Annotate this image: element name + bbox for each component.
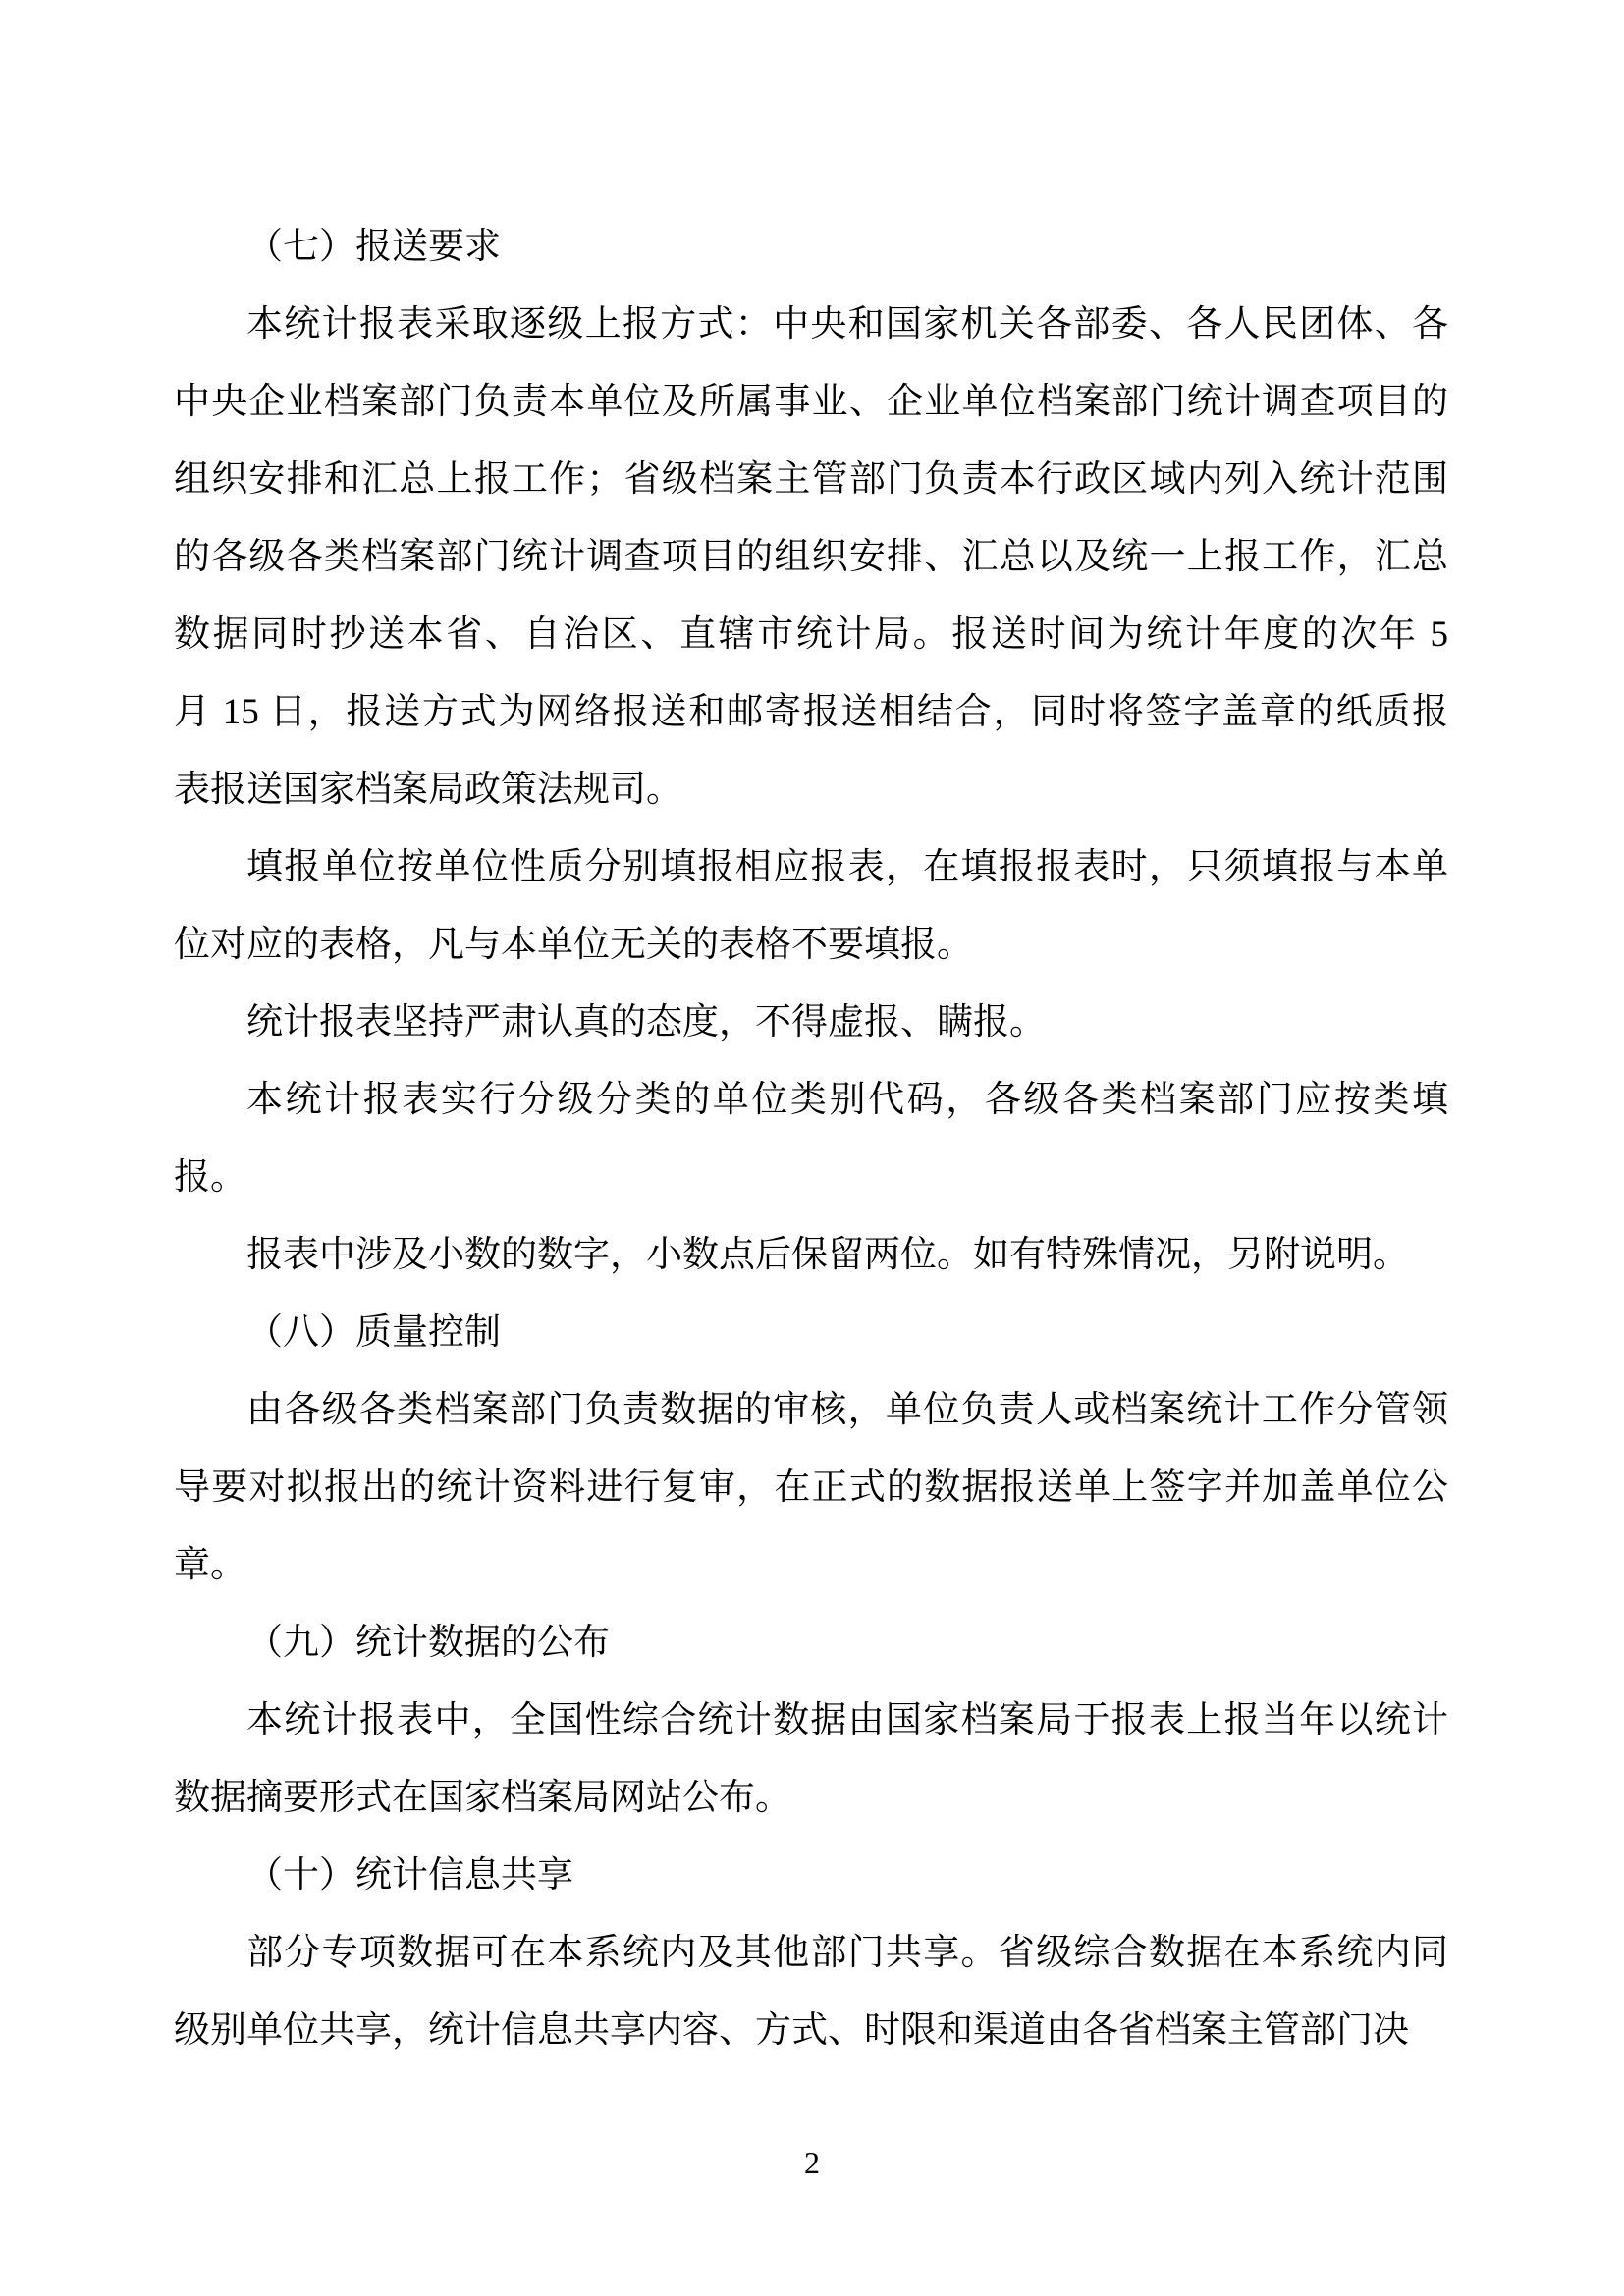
text-line: 报表中涉及小数的数字，小数点后保留两位。如有特殊情况，另附说明。	[246, 1235, 1409, 1275]
text-line: 本统计报表中，全国性综合统计数据由国家档案局于报表上报当年以统计	[246, 1700, 1448, 1740]
text-line: 的各级各类档案部门统计调查项目的组织安排、汇总以及统一上报工作，汇总	[174, 537, 1448, 577]
text-line: 组织安排和汇总上报工作；省级档案主管部门负责本行政区域内列入统计范围	[174, 459, 1448, 500]
text-line: 本统计报表实行分级分类的单位类别代码，各级各类档案部门应按类填	[246, 1080, 1448, 1120]
text-line: 部分专项数据可在本系统内及其他部门共享。省级综合数据在本系统内同	[246, 1933, 1448, 1973]
text-line: 本统计报表采取逐级上报方式：中央和国家机关各部委、各人民团体、各	[246, 304, 1448, 345]
paragraph	[174, 984, 1448, 1061]
page-number: 2	[804, 2145, 820, 2180]
text-line: 级别单位共享，统计信息共享内容、方式、时限和渠道由各省档案主管部门决	[174, 2010, 1409, 2051]
paragraph	[174, 1682, 1448, 1837]
text-line: （七）报送要求	[246, 227, 501, 267]
paragraph	[174, 1371, 1448, 1604]
paragraph	[174, 1061, 1448, 1216]
paragraph	[174, 1914, 1448, 2069]
paragraph	[174, 828, 1448, 984]
text-line: 位对应的表格，凡与本单位无关的表格不要填报。	[174, 925, 973, 965]
paragraph	[174, 286, 1448, 828]
text-line: 中央企业档案部门负责本单位及所属事业、企业单位档案部门统计调查项目的	[174, 382, 1448, 422]
section-heading	[174, 1837, 1448, 1914]
text-line: （十）统计信息共享	[246, 1855, 573, 1896]
section-heading	[174, 208, 1448, 286]
paragraph	[174, 1216, 1448, 1294]
section-heading	[174, 1604, 1448, 1682]
text-line: 填报单位按单位性质分别填报相应报表，在填报报表时，只须填报与本单	[246, 847, 1448, 887]
text-line: 导要对拟报出的统计资料进行复审，在正式的数据报送单上签字并加盖单位公	[174, 1468, 1448, 1508]
text-line: 章。	[174, 1545, 246, 1585]
page-footer	[0, 2143, 1624, 2182]
document-body	[174, 208, 1448, 2069]
text-line: 统计报表坚持严肃认真的态度，不得虚报、瞒报。	[246, 1002, 1046, 1042]
text-line: 表报送国家档案局政策法规司。	[174, 770, 682, 810]
text-line: 数据摘要形式在国家档案局网站公布。	[174, 1778, 791, 1818]
text-line: 由各级各类档案部门负责数据的审核，单位负责人或档案统计工作分管领	[246, 1390, 1448, 1430]
text-line: 数据同时抄送本省、自治区、直辖市统计局。报送时间为统计年度的次年 5	[174, 614, 1448, 655]
section-heading	[174, 1294, 1448, 1371]
text-line: 报。	[174, 1157, 246, 1198]
text-line: 月 15 日，报送方式为网络报送和邮寄报送相结合，同时将签字盖章的纸质报	[174, 692, 1448, 732]
text-line: （八）质量控制	[246, 1312, 501, 1353]
text-line: （九）统计数据的公布	[246, 1623, 610, 1663]
